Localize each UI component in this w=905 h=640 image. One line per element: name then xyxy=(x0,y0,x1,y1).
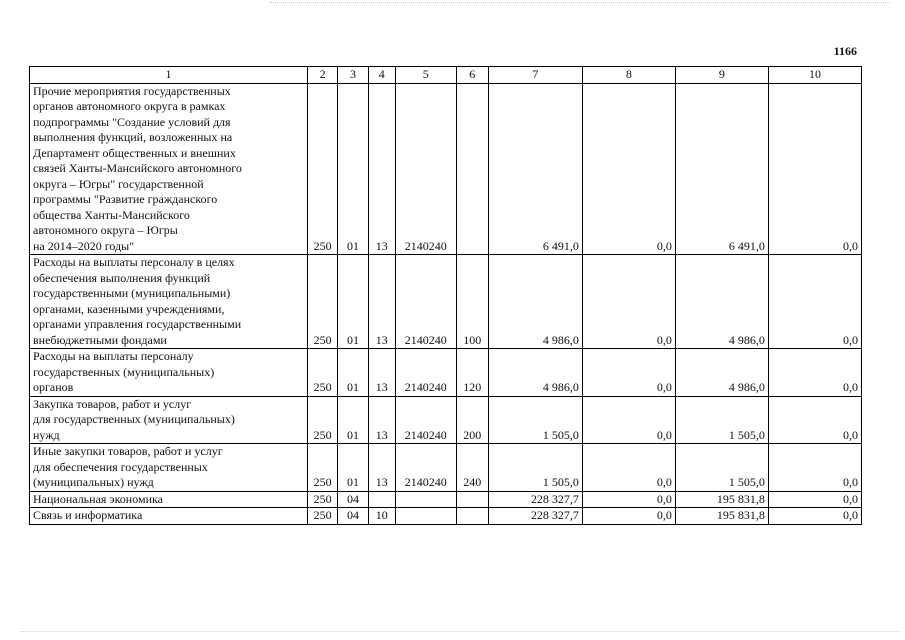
table-row xyxy=(30,255,862,349)
table-row xyxy=(30,396,862,444)
cell-col-3: 04 xyxy=(338,508,368,525)
cell-col-5 xyxy=(395,491,456,508)
table-row xyxy=(30,508,862,525)
cell-col-7: 228 327,7 xyxy=(488,508,582,525)
budget-table xyxy=(29,66,862,525)
cell-col-4: 10 xyxy=(368,508,395,525)
cell-col-2: 250 xyxy=(308,491,338,508)
header-col-3: 3 xyxy=(338,67,368,84)
header-col-9: 9 xyxy=(675,67,768,84)
header-col-7: 7 xyxy=(488,67,582,84)
cell-col-6: 100 xyxy=(456,255,488,349)
cell-col-2: 250 xyxy=(308,83,338,255)
table-row xyxy=(30,491,862,508)
cell-col-2: 250 xyxy=(308,508,338,525)
cell-col-5: 2140240 xyxy=(395,255,456,349)
cell-col-4: 13 xyxy=(368,255,395,349)
cell-col-8: 0,0 xyxy=(582,444,675,492)
cell-col-2: 250 xyxy=(308,255,338,349)
cell-col-9: 1 505,0 xyxy=(675,444,768,492)
cell-col-8: 0,0 xyxy=(582,508,675,525)
cell-col-7: 228 327,7 xyxy=(488,491,582,508)
cell-col-3: 01 xyxy=(338,444,368,492)
cell-col-8: 0,0 xyxy=(582,396,675,444)
cell-col-5: 2140240 xyxy=(395,83,456,255)
cell-col-2: 250 xyxy=(308,444,338,492)
cell-col-9: 6 491,0 xyxy=(675,83,768,255)
cell-col-3: 04 xyxy=(338,491,368,508)
cell-col-6 xyxy=(456,83,488,255)
cell-col-7: 1 505,0 xyxy=(488,396,582,444)
cell-col-10: 0,0 xyxy=(768,349,861,397)
cell-col-6 xyxy=(456,508,488,525)
cell-col-9: 195 831,8 xyxy=(675,491,768,508)
cell-col-3: 01 xyxy=(338,396,368,444)
row-name: Закупка товаров, работ и услуг для государственных (муниципальных) нужд xyxy=(30,396,308,444)
cell-col-5 xyxy=(395,508,456,525)
header-col-10: 10 xyxy=(768,67,861,84)
header-col-4: 4 xyxy=(368,67,395,84)
cell-col-3: 01 xyxy=(338,83,368,255)
row-name: Расходы на выплаты персоналу государственных (муниципальных) органов xyxy=(30,349,308,397)
cell-col-5: 2140240 xyxy=(395,349,456,397)
table-row xyxy=(30,83,862,255)
row-name: Прочие мероприятия государственных органов автономного округа в рамках подпрограммы "Создание условий для выполнения функций, возложенных на Департамент общественных и внешних связей Ханты-Мансийского автономного округа – Югры" государственной программы "Развитие гражданского общества Ханты-Мансийского автономного округа – Югры на 2014–2020 годы" xyxy=(30,83,308,255)
cell-col-8: 0,0 xyxy=(582,349,675,397)
cell-col-6: 200 xyxy=(456,396,488,444)
scan-artifact-bottom xyxy=(20,631,900,633)
cell-col-4: 13 xyxy=(368,349,395,397)
table-row xyxy=(30,444,862,492)
header-col-8: 8 xyxy=(582,67,675,84)
cell-col-4: 13 xyxy=(368,444,395,492)
header-col-1: 1 xyxy=(30,67,308,84)
cell-col-10: 0,0 xyxy=(768,396,861,444)
cell-col-4: 13 xyxy=(368,83,395,255)
cell-col-5: 2140240 xyxy=(395,396,456,444)
cell-col-2: 250 xyxy=(308,349,338,397)
header-col-5: 5 xyxy=(395,67,456,84)
cell-col-6 xyxy=(456,491,488,508)
cell-col-5: 2140240 xyxy=(395,444,456,492)
cell-col-8: 0,0 xyxy=(582,255,675,349)
header-col-6: 6 xyxy=(456,67,488,84)
cell-col-8: 0,0 xyxy=(582,83,675,255)
cell-col-9: 195 831,8 xyxy=(675,508,768,525)
cell-col-10: 0,0 xyxy=(768,83,861,255)
cell-col-7: 1 505,0 xyxy=(488,444,582,492)
cell-col-10: 0,0 xyxy=(768,491,861,508)
scan-artifact-top xyxy=(270,2,890,4)
cell-col-2: 250 xyxy=(308,396,338,444)
cell-col-3: 01 xyxy=(338,255,368,349)
table-row xyxy=(30,349,862,397)
cell-col-7: 4 986,0 xyxy=(488,255,582,349)
header-col-2: 2 xyxy=(308,67,338,84)
cell-col-7: 6 491,0 xyxy=(488,83,582,255)
cell-col-10: 0,0 xyxy=(768,508,861,525)
row-name: Связь и информатика xyxy=(30,508,308,525)
cell-col-9: 4 986,0 xyxy=(675,349,768,397)
row-name: Национальная экономика xyxy=(30,491,308,508)
cell-col-4: 13 xyxy=(368,396,395,444)
cell-col-6: 120 xyxy=(456,349,488,397)
cell-col-7: 4 986,0 xyxy=(488,349,582,397)
cell-col-9: 4 986,0 xyxy=(675,255,768,349)
cell-col-10: 0,0 xyxy=(768,444,861,492)
row-name: Иные закупки товаров, работ и услуг для обеспечения государственных (муниципальных) нужд xyxy=(30,444,308,492)
cell-col-10: 0,0 xyxy=(768,255,861,349)
cell-col-9: 1 505,0 xyxy=(675,396,768,444)
cell-col-3: 01 xyxy=(338,349,368,397)
cell-col-8: 0,0 xyxy=(582,491,675,508)
cell-col-4 xyxy=(368,491,395,508)
page-number: 1166 xyxy=(833,44,857,58)
header-row xyxy=(30,67,862,84)
row-name: Расходы на выплаты персоналу в целях обеспечения выполнения функций государственными (муниципальными) органами, казенными учреждениями, органами управления государственными внебюджетными фондами xyxy=(30,255,308,349)
cell-col-6: 240 xyxy=(456,444,488,492)
